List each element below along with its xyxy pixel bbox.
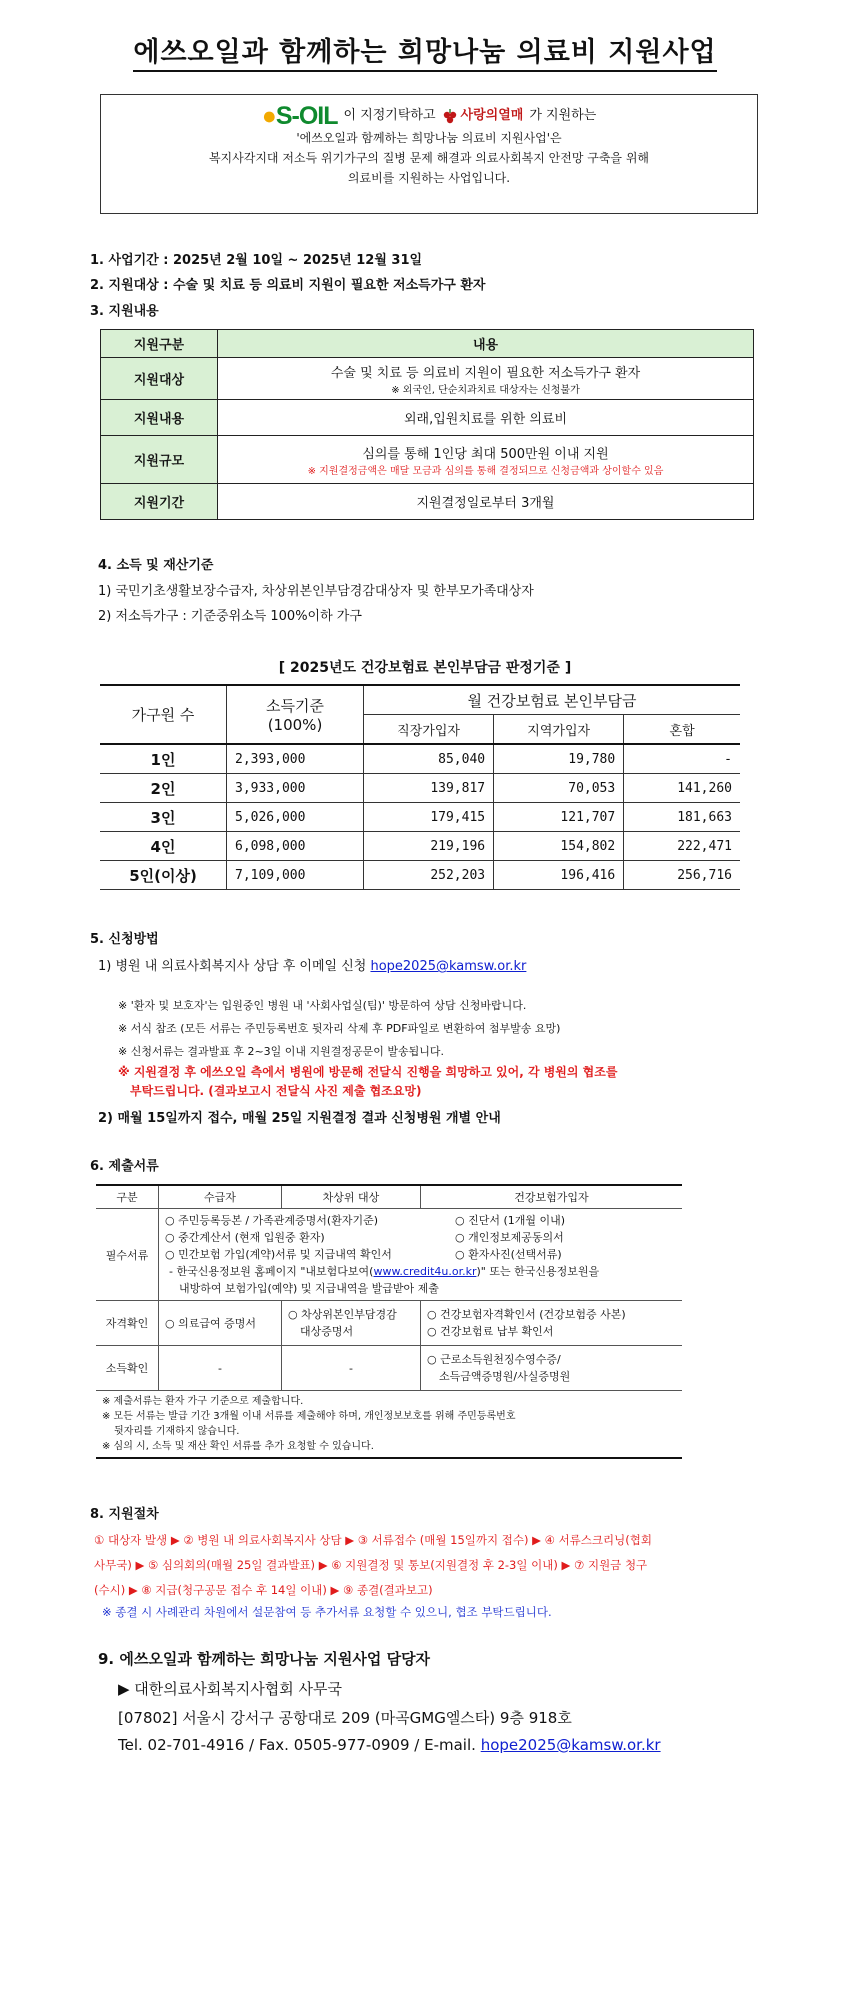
contact-tel (118, 1736, 661, 1754)
ins-region: 196,416 (494, 861, 624, 890)
ins-h-income-2: (100%) (267, 716, 323, 734)
ins-h-work: 직장가입자 (364, 715, 494, 745)
ins-h-income (227, 685, 364, 744)
contact-tel-text: Tel. 02-701-4916 / Fax. 0505-977-0909 / E-mail. (118, 1736, 476, 1754)
docs-qual-insured (421, 1301, 683, 1346)
contact-org: ▶ 대한의료사회복지사협회 사무국 (118, 1680, 342, 1698)
procedure-note: ※ 종결 시 사례관리 차원에서 설문참여 등 추가서류 요청할 수 있으니, 협조 부탁드립니다. (102, 1605, 552, 1619)
section-target: 2. 지원대상 : 수술 및 치료 등 의료비 지원이 필요한 저소득가구 환자 (90, 278, 486, 293)
ins-work: 139,817 (364, 774, 494, 803)
apply-step-2: 2) 매월 15일까지 접수, 매월 25일 지원결정 결과 신청병원 개별 안내 (98, 1111, 501, 1126)
section-procedure: 8. 지원절차 (90, 1507, 159, 1522)
apply-note-4b: 부탁드립니다. (결과보고시 전달식 사진 제출 협조요망) (130, 1084, 422, 1098)
ins-household: 1인 (100, 744, 227, 774)
docs-req-a2: ○ 중간계산서 (현재 입원중 환자) (165, 1231, 325, 1244)
ins-mixed: 222,471 (624, 832, 740, 861)
support-header-content: 내용 (218, 330, 754, 358)
ins-household: 4인 (100, 832, 227, 861)
intro-line4: 의료비를 지원하는 사업입니다. (347, 171, 511, 185)
docs-qual-near-1: ○ 차상위본인부담경감 (288, 1308, 397, 1321)
docs-inc-label: 소득확인 (96, 1346, 159, 1391)
intro-line1-mid: 이 지정기탁하고 (343, 108, 436, 123)
fruit-logo: 사랑의열매 (442, 105, 524, 127)
ins-work: 252,203 (364, 861, 494, 890)
docs-h-kind: 구분 (96, 1185, 159, 1209)
ins-household: 3인 (100, 803, 227, 832)
ins-region: 70,053 (494, 774, 624, 803)
support-row-content-label: 지원내용 (101, 400, 218, 436)
insurance-row (100, 861, 740, 890)
insurance-row (100, 832, 740, 861)
income-criteria-1: 1) 국민기초생활보장수급자, 차상위본인부담경감대상자 및 한부모가족대상자 (98, 584, 534, 599)
income-criteria-2: 2) 저소득가구 : 기준중위소득 100%이하 가구 (98, 609, 362, 624)
docs-qual-insured-2: ○ 건강보험료 납부 확인서 (427, 1325, 554, 1338)
ins-work: 179,415 (364, 803, 494, 832)
ins-income: 5,026,000 (227, 803, 364, 832)
docs-qual-label: 자격확인 (96, 1301, 159, 1346)
apply-step-1-text: 1) 병원 내 의료사회복지사 상담 후 이메일 신청 (98, 959, 367, 974)
docs-req-b2: ○ 개인정보제공동의서 (455, 1231, 564, 1244)
s-oil-logo: ●S-OIL (261, 102, 338, 130)
procedure-steps (94, 1528, 794, 1603)
docs-req-c1: - 한국신용정보원 홈페이지 "내보험다보여(www.credit4u.or.kr)" 또는 한국신용정보원을 (169, 1265, 600, 1278)
support-table (100, 329, 754, 520)
ins-h-income-1: 소득기준 (266, 697, 324, 715)
apply-step-1 (98, 955, 526, 974)
section-documents: 6. 제출서류 (90, 1159, 159, 1174)
docs-h-insured: 건강보험가입자 (421, 1185, 683, 1209)
ins-h-mixed: 혼합 (624, 715, 740, 745)
support-row-target (218, 358, 754, 400)
docs-qual-insured-1: ○ 건강보험자격확인서 (건강보험증 사본) (427, 1308, 626, 1321)
docs-h-near: 차상위 대상 (282, 1185, 421, 1209)
apply-note-2: ※ 서식 참조 (모든 서류는 주민등록번호 뒷자리 삭제 후 PDF파일로 변환하여 첨부발송 요망) (118, 1022, 561, 1035)
docs-inc-insured-2: 소득금액증명원/사실증명원 (439, 1370, 571, 1383)
support-scale-note: ※ 지원결정금액은 매달 모금과 심의를 통해 결정되므로 신청금액과 상이할수 있음 (307, 465, 664, 477)
ins-mixed: 181,663 (624, 803, 740, 832)
ins-h-monthly: 월 건강보험료 본인부담금 (364, 685, 741, 715)
section-income: 4. 소득 및 재산기준 (98, 558, 214, 573)
docs-inc-recipient: - (159, 1346, 282, 1391)
procedure-line-1: ① 대상자 발생 ▶ ② 병원 내 의료사회복지사 상담 ▶ ③ 서류접수 (매월 15일까지 접수) ▶ ④ 서류스크리닝(협회 (94, 1533, 652, 1547)
intro-line2: '에쓰오일과 함께하는 희망나눔 의료비 지원사업'은 (296, 131, 562, 145)
documents-table (96, 1184, 682, 1459)
support-row-period-label: 지원기간 (101, 484, 218, 520)
insurance-row (100, 744, 740, 774)
ins-work: 219,196 (364, 832, 494, 861)
intro-line1-end: 가 지원하는 (529, 108, 597, 123)
docs-note-2b: 뒷자리를 기재하지 않습니다. (114, 1426, 240, 1437)
ins-mixed: - (624, 744, 740, 774)
docs-req-b3: ○ 환자사진(선택서류) (455, 1248, 562, 1261)
docs-qual-near (282, 1301, 421, 1346)
section-period: 1. 사업기간 : 2025년 2월 10일 ~ 2025년 12월 31일 (90, 253, 423, 268)
docs-inc-near: - (282, 1346, 421, 1391)
docs-req-cell (159, 1209, 683, 1301)
ins-income: 7,109,000 (227, 861, 364, 890)
apply-email-link[interactable]: hope2025@kamsw.or.kr (370, 959, 527, 974)
docs-notes (96, 1391, 682, 1459)
ins-income: 3,933,000 (227, 774, 364, 803)
support-row-target-label: 지원대상 (101, 358, 218, 400)
support-row-scale-label: 지원규모 (101, 436, 218, 484)
procedure-line-2: 사무국) ▶ ⑤ 심의회의(매월 25일 결과발표) ▶ ⑥ 지원결정 및 통보(지원결정 후 2-3일 이내) ▶ ⑦ 지원금 청구 (94, 1558, 648, 1572)
docs-inc-insured (421, 1346, 683, 1391)
insurance-table (100, 684, 740, 890)
support-row-scale (218, 436, 754, 484)
support-row-content: 외래,입원치료를 위한 의료비 (218, 400, 754, 436)
ins-income: 6,098,000 (227, 832, 364, 861)
insurance-row (100, 774, 740, 803)
ins-region: 154,802 (494, 832, 624, 861)
docs-req-b1: ○ 진단서 (1개월 이내) (455, 1214, 566, 1227)
ins-household: 5인(이상) (100, 861, 227, 890)
docs-qual-recipient: ○ 의료급여 증명서 (159, 1301, 282, 1346)
ins-household: 2인 (100, 774, 227, 803)
contact-address: [07802] 서울시 강서구 공항대로 209 (마곡GMG엘스타) 9층 918호 (118, 1709, 572, 1727)
ins-mixed: 256,716 (624, 861, 740, 890)
apply-note-3: ※ 신청서류는 결과발표 후 2~3일 이내 지원결정공문이 발송됩니다. (118, 1045, 445, 1058)
support-target-text: 수술 및 치료 등 의료비 지원이 필요한 저소득가구 환자 (330, 365, 641, 381)
procedure-line-3: (수시) ▶ ⑧ 지급(청구공문 접수 후 14일 이내) ▶ ⑨ 종결(결과보고) (94, 1583, 433, 1597)
docs-h-recipient: 수급자 (159, 1185, 282, 1209)
apply-note-4a: ※ 지원결정 후 에쓰오일 측에서 병원에 방문해 전달식 진행을 희망하고 있어, 각 병원의 협조를 (118, 1065, 618, 1079)
support-row-period: 지원결정일로부터 3개월 (218, 484, 754, 520)
credit4u-link[interactable]: www.credit4u.or.kr (373, 1265, 477, 1278)
ins-h-region: 지역가입자 (494, 715, 624, 745)
ins-work: 85,040 (364, 744, 494, 774)
docs-req-a3: ○ 민간보험 가입(계약)서류 및 지급내역 확인서 (165, 1248, 392, 1261)
support-target-note: ※ 외국인, 단순치과치료 대상자는 신청불가 (391, 384, 580, 396)
intro-box (100, 94, 758, 214)
docs-note-1: ※ 제출서류는 환자 가구 기준으로 제출합니다. (102, 1396, 304, 1407)
contact-email-link[interactable]: hope2025@kamsw.or.kr (480, 1736, 661, 1754)
section-contact: 9. 에쓰오일과 함께하는 희망나눔 지원사업 담당자 (98, 1650, 431, 1668)
docs-note-3: ※ 심의 시, 소득 및 재산 확인 서류를 추가 요청할 수 있습니다. (102, 1441, 374, 1452)
page-title: 에쓰오일과 함께하는 희망나눔 의료비 지원사업 (0, 30, 850, 69)
docs-inc-insured-1: ○ 근로소득원천징수영수증/ (427, 1353, 561, 1366)
support-scale-text: 심의를 통해 1인당 최대 500만원 이내 지원 (362, 446, 609, 462)
ins-income: 2,393,000 (227, 744, 364, 774)
insurance-caption: [ 2025년도 건강보험료 본인부담금 판정기준 ] (278, 660, 572, 676)
section-apply: 5. 신청방법 (90, 932, 159, 947)
ins-h-household: 가구원 수 (100, 685, 227, 744)
docs-note-2: ※ 모든 서류는 발급 기간 3개월 이내 서류를 제출해야 하며, 개인정보보호를 위해 주민등록번호 (102, 1411, 516, 1422)
ins-mixed: 141,260 (624, 774, 740, 803)
docs-req-a1: ○ 주민등록등본 / 가족관계증명서(환자기준) (165, 1214, 379, 1227)
ins-region: 19,780 (494, 744, 624, 774)
apply-notes (118, 994, 617, 1101)
insurance-row (100, 803, 740, 832)
section-content: 3. 지원내용 (90, 304, 159, 319)
apply-note-1: ※ '환자 및 보호자'는 입원중인 병원 내 '사회사업실(팀)' 방문하여 상담 신청바랍니다. (118, 999, 527, 1012)
docs-req-label: 필수서류 (96, 1209, 159, 1301)
support-header-label: 지원구분 (101, 330, 218, 358)
docs-req-c2: 내방하여 보험가입(예약) 및 지급내역을 발급받아 제출 (179, 1282, 439, 1295)
intro-line3: 복지사각지대 저소득 위기가구의 질병 문제 해결과 의료사회복지 안전망 구축을 위해 (208, 151, 650, 165)
fruit-icon (442, 108, 458, 124)
docs-qual-near-2: 대상증명서 (300, 1325, 354, 1338)
ins-region: 121,707 (494, 803, 624, 832)
